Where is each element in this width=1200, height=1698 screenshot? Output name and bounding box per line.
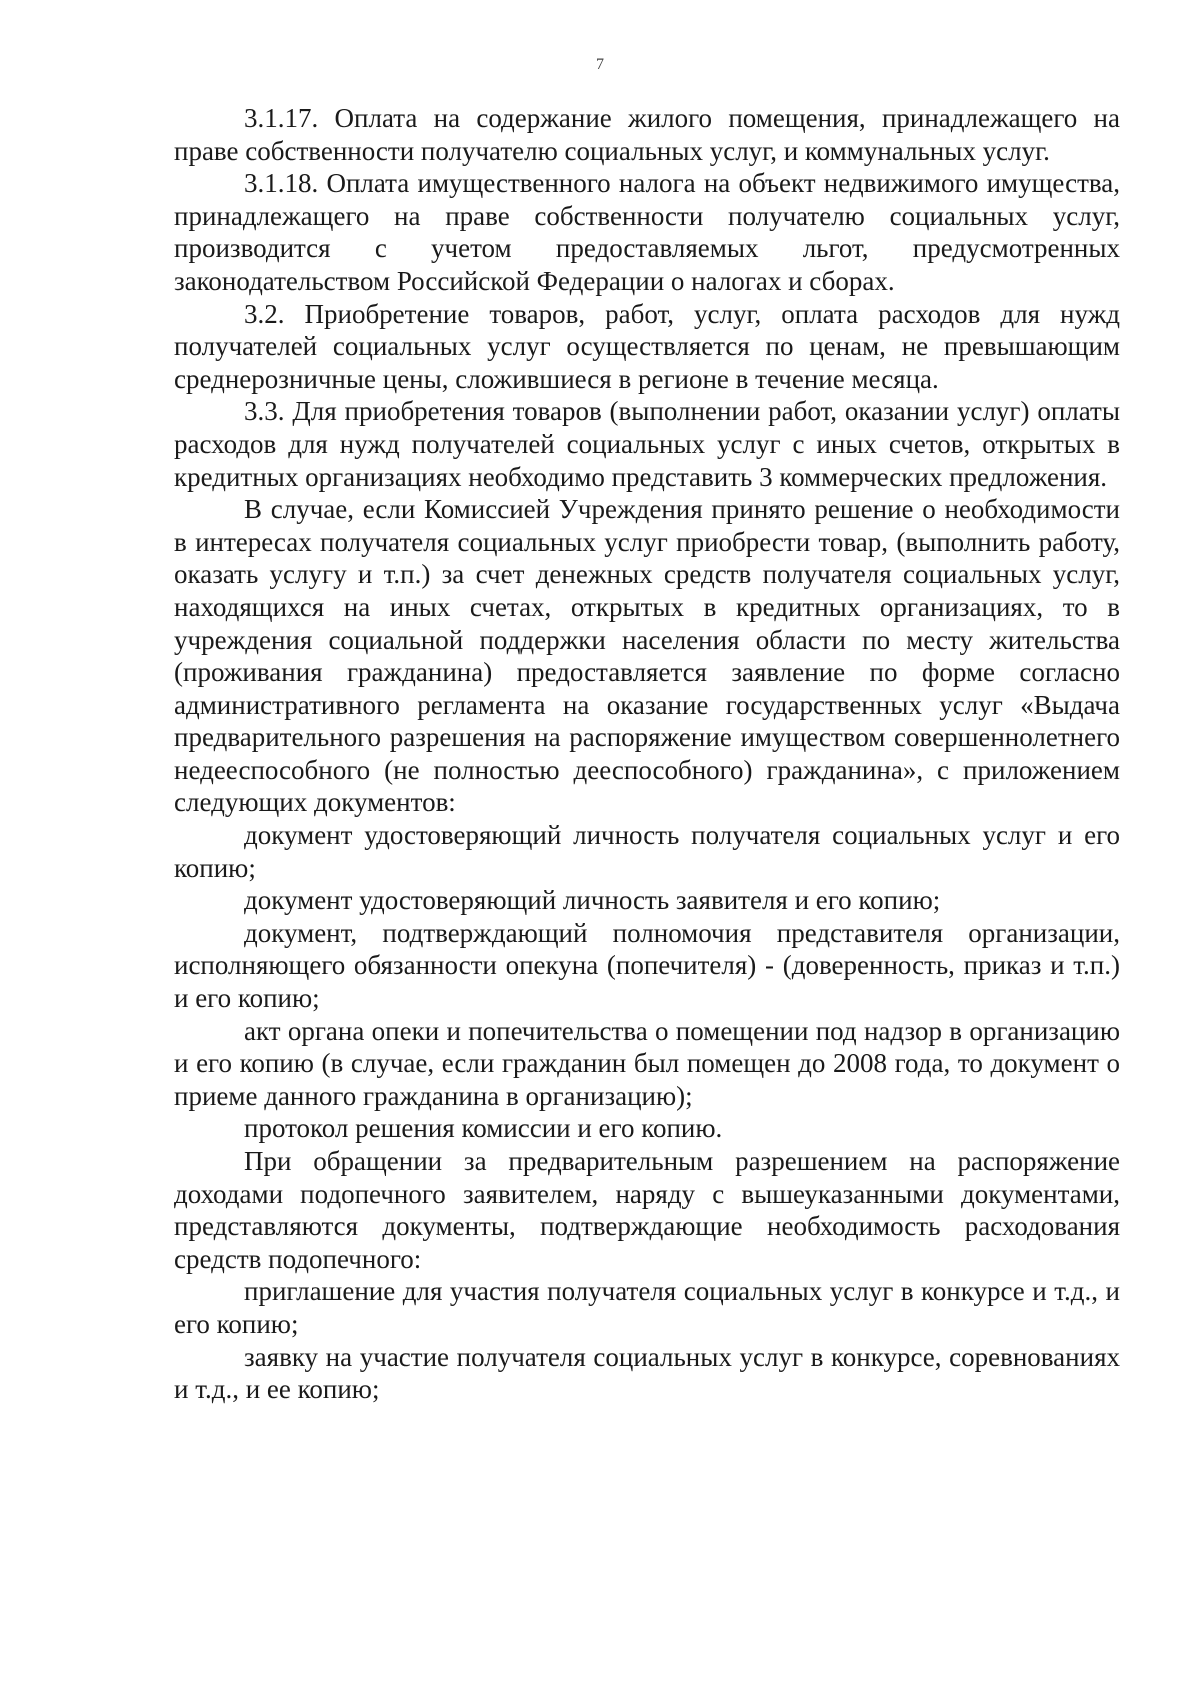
page-number: 7 — [596, 56, 604, 73]
list-item-commission-protocol: протокол решения комиссии и его копию. — [244, 1113, 723, 1144]
paragraph-3-1-17: 3.1.17. Оплата на содержание жилого помещения, принадлежащего на праве собственности получателю социальных услуг, и коммунальных услуг. — [174, 103, 1120, 166]
document-body — [174, 102, 1120, 1406]
list-item-recipient-id: документ удостоверяющий личность получателя социальных услуг и его копию; — [174, 820, 1120, 883]
paragraph-3-2: 3.2. Приобретение товаров, работ, услуг, оплата расходов для нужд получателей социальных услуг осуществляется по ценам, не превышающим среднерозничные цены, сложившиеся в регионе в течение месяца. — [174, 298, 1120, 394]
paragraph-3-1-18: 3.1.18. Оплата имущественного налога на объект недвижимого имущества, принадлежащего на праве собственности получателю социальных услуг, производится с учетом предоставляемых льгот, предусмотренных законодательством Российской Федерации о налогах и сборах. — [174, 168, 1120, 296]
list-item-invitation: приглашение для участия получателя социальных услуг в конкурсе и т.д., и его копию; — [174, 1276, 1120, 1339]
paragraph-3-3: 3.3. Для приобретения товаров (выполнении работ, оказании услуг) оплаты расходов для нужд получателей социальных услуг с иных счетов, открытых в кредитных организациях необходимо представить 3 коммерческих предложения. — [174, 396, 1120, 492]
list-item-representative-authority: документ, подтверждающий полномочия представителя организации, исполняющего обязанности опекуна (попечителя) - (доверенность, приказ и т.п.) и его копию; — [174, 917, 1120, 1014]
list-item-guardianship-act: акт органа опеки и попечительства о помещении под надзор в организацию и его копию (в случае, если гражданин был помещен до 2008 года, то документ о приеме данного гражданина в организацию); — [174, 1015, 1120, 1111]
paragraph-commission-decision: В случае, если Комиссией Учреждения принято решение о необходимости в интересах получателя социальных услуг приобрести товар, (выполнить работу, оказать услугу и т.п.) за счет денежных средств получателя социальных услуг, находящихся на иных счетах, открытых в кредитных организациях, то в учреждения социальной поддержки населения области по месту жительства (проживания гражданина) предоставляется заявление по форме согласно административного регламента на оказание государственных услуг «Выдача предварительного разрешения на распоряжение имуществом совершеннолетнего недееспособного (не полностью дееспособного) гражданина», с приложением следующих документов: — [174, 494, 1120, 818]
list-item-applicant-id: документ удостоверяющий личность заявителя и его копию; — [244, 885, 941, 916]
paragraph-preliminary-permission: При обращении за предварительным разрешением на распоряжение доходами подопечного заявителем, наряду с вышеуказанными документами, представляются документы, подтверждающие необходимость расходования средств подопечного: — [174, 1146, 1120, 1274]
list-item-application: заявку на участие получателя социальных услуг в конкурсе, соревнованиях и т.д., и ее копию; — [174, 1341, 1120, 1405]
